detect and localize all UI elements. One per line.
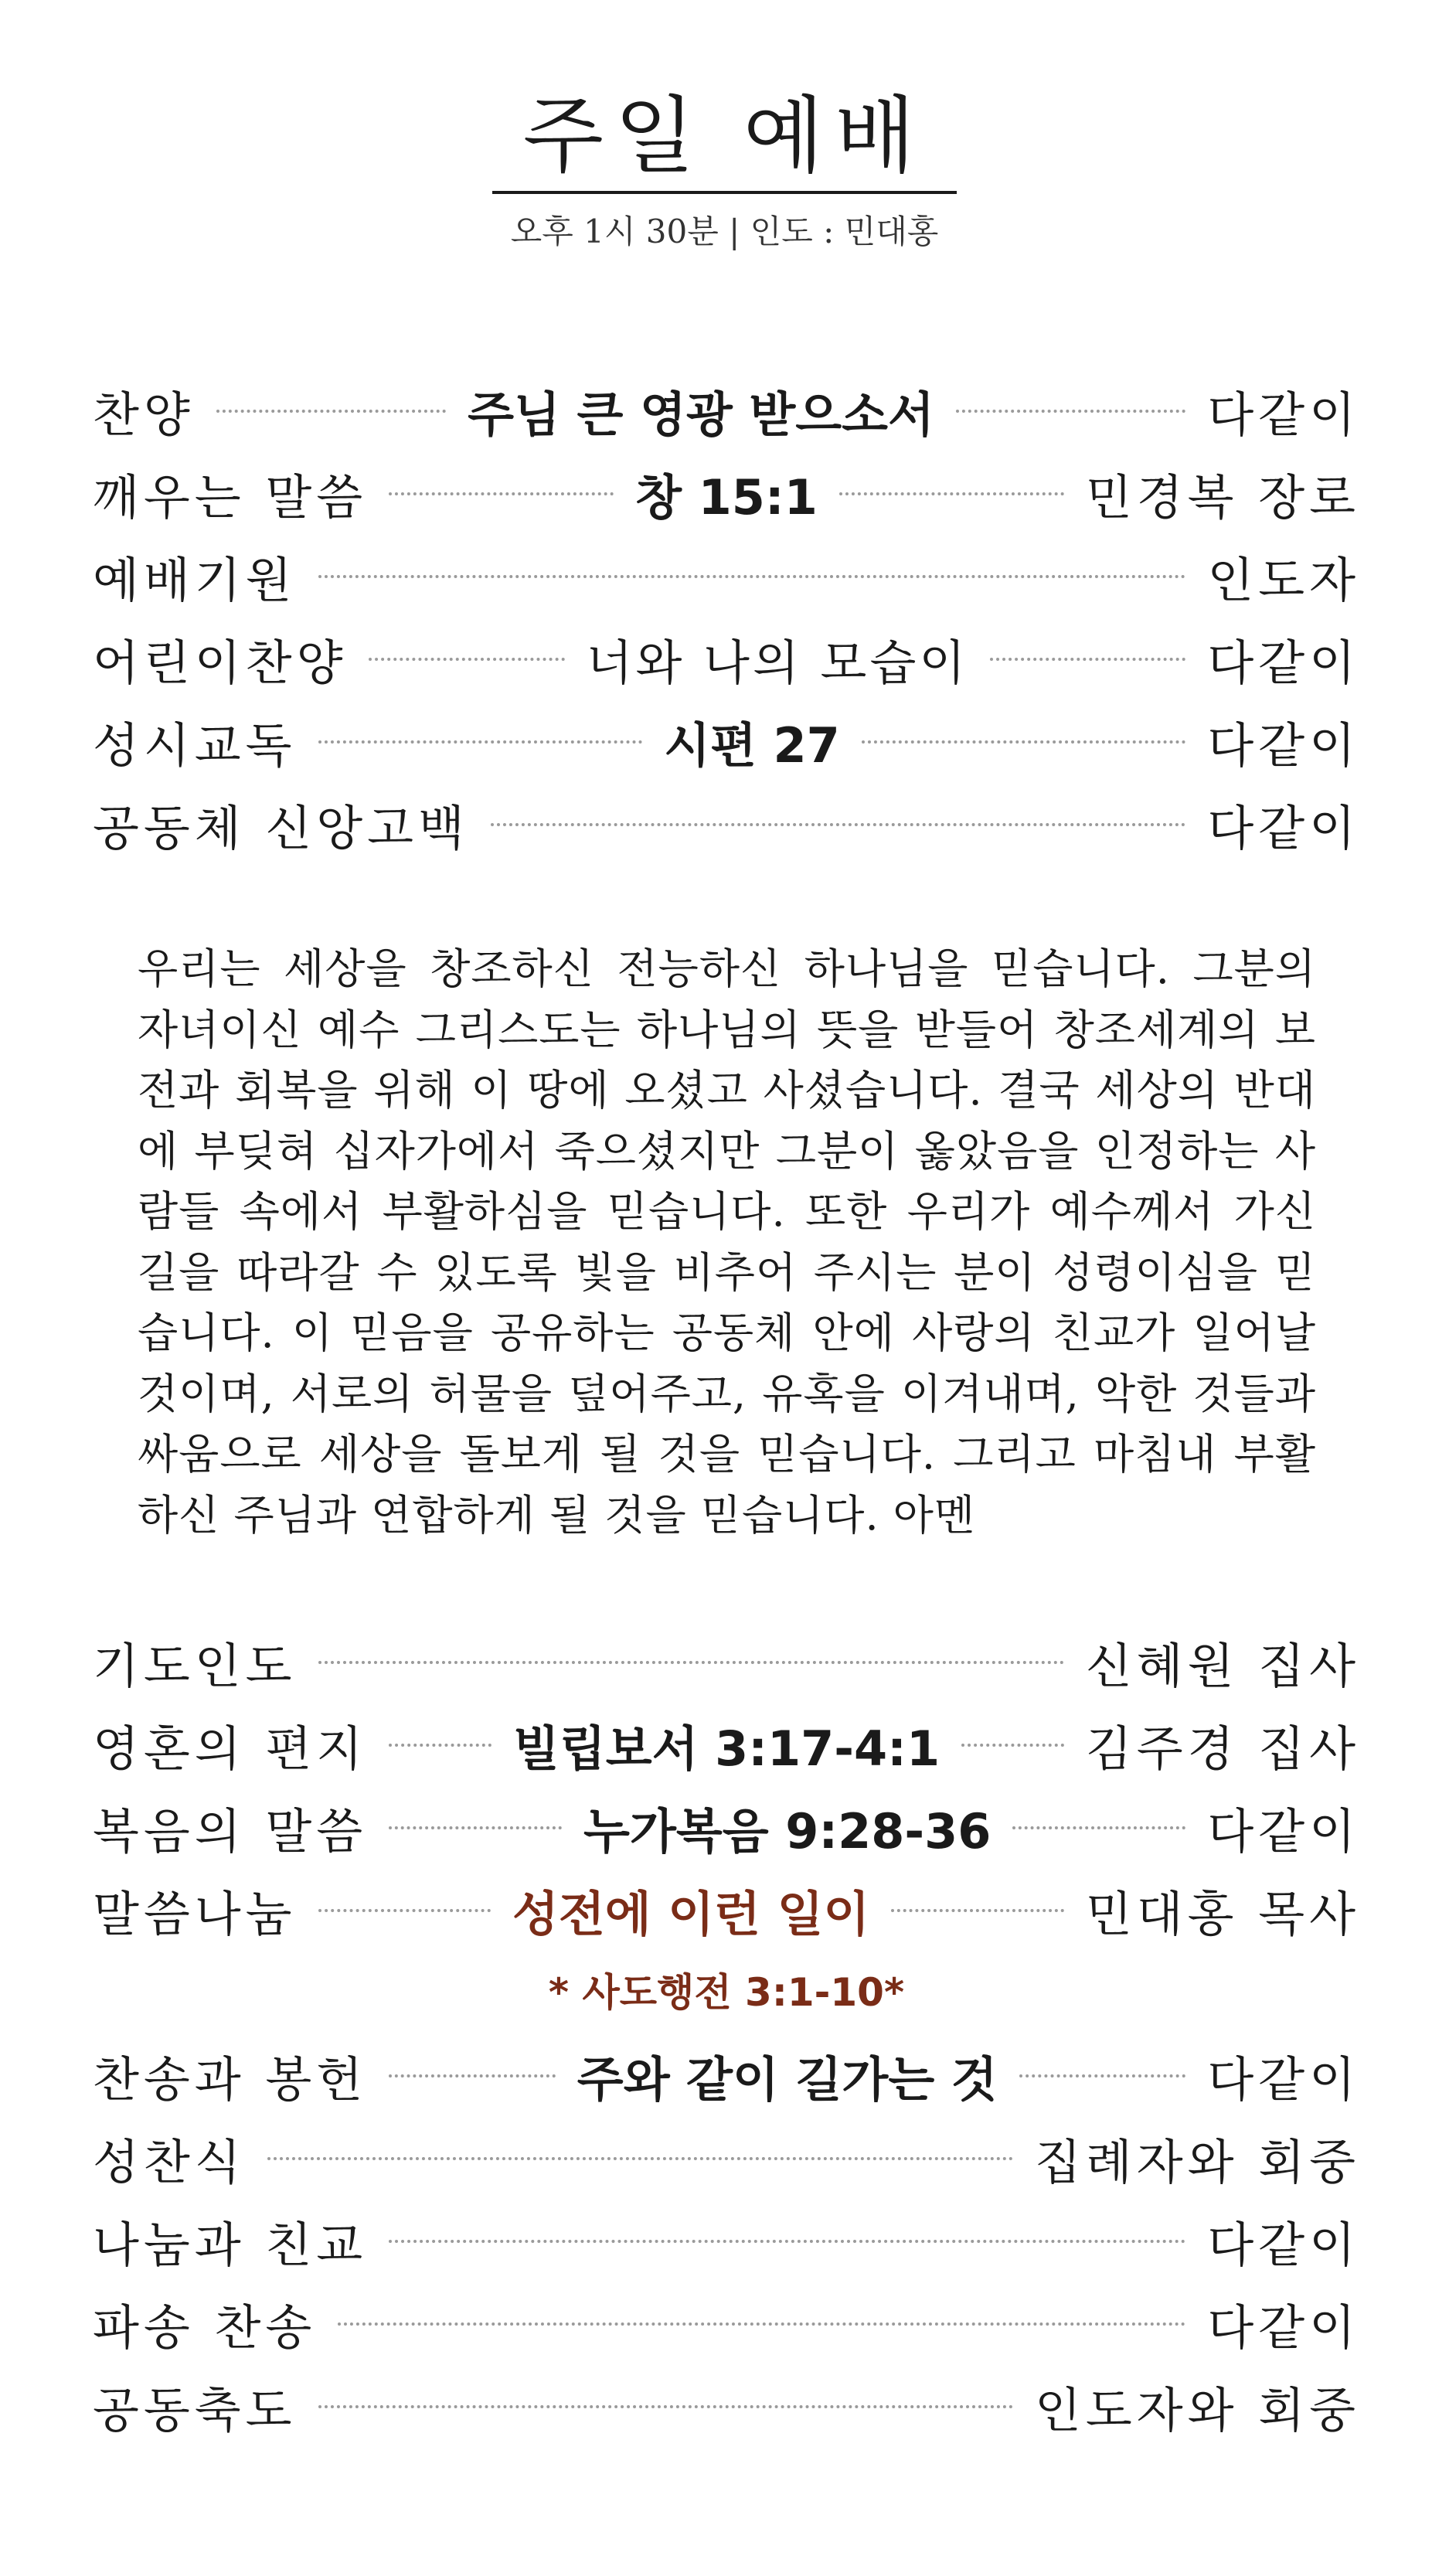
dot-leader xyxy=(389,1826,562,1829)
order-item xyxy=(93,535,1360,618)
dot-leader xyxy=(839,492,1064,495)
page-title: 주일 예배 xyxy=(492,93,957,194)
service-time-and-leader: 오후 1시 30분 | 인도 : 민대홍 xyxy=(510,213,939,251)
order-of-worship-top xyxy=(93,369,1360,866)
order-item-label: 예배기원 xyxy=(93,552,297,608)
dot-leader xyxy=(389,1744,492,1747)
dot-leader xyxy=(216,410,446,413)
order-item xyxy=(93,1869,1360,1952)
order-item xyxy=(93,2200,1360,2282)
order-item xyxy=(93,783,1360,866)
order-item xyxy=(93,1703,1360,1786)
order-item-title: 창 15:1 xyxy=(635,469,818,526)
order-item xyxy=(93,369,1360,452)
dot-leader xyxy=(1019,2074,1186,2077)
dot-leader xyxy=(961,1744,1064,1747)
order-item xyxy=(93,1621,1360,1703)
order-item-person: 다같이 xyxy=(1207,2299,1360,2356)
bulletin-header xyxy=(0,88,1449,253)
order-item-person: 민대홍 목사 xyxy=(1085,1886,1361,1942)
order-item-person: 인도자와 회중 xyxy=(1034,2382,1360,2438)
dot-leader xyxy=(1012,1826,1185,1829)
order-item-title: 주님 큰 영광 받으소서 xyxy=(468,386,934,443)
dot-leader xyxy=(389,2074,556,2077)
order-item-label: 찬양 xyxy=(93,386,195,443)
order-item xyxy=(93,618,1360,700)
order-item-label: 성찬식 xyxy=(93,2134,246,2190)
dot-leader xyxy=(862,740,1186,744)
order-item-title: 주와 같이 길가는 것 xyxy=(577,2051,998,2108)
order-item-label: 찬송과 봉헌 xyxy=(93,2051,368,2108)
order-item-label: 영혼의 편지 xyxy=(93,1720,368,1777)
confession-of-faith-text: 우리는 세상을 창조하신 전능하신 하나님을 믿습니다. 그분의 자녀이신 예수 그리스도는 하나님의 뜻을 받들어 창조세계의 보전과 회복을 위해 이 땅에 오셨고 사셨습니다. 결국 세상의 반대에 부딪혀 십자가에서 죽으셨지만 그분이 옳았음을 인정하는 사람들 속에서 부활하심을 믿습니다. 또한 우리가 예수께서 가신 길을 따라갈 수 있도록 빛을 비추어 주시는 분이 성령이심을 믿습니다. 이 믿음을 공유하는 공동체 안에 사랑의 친교가 일어날 것이며, 서로의 허물을 덮어주고, 유혹을 이겨내며, 악한 것들과 싸움으로 세상을 돌보게 될 것을 믿습니다. 그리고 마침내 부활하신 주님과 연합하게 될 것을 믿습니다. 아멘 xyxy=(138,944,1316,1540)
order-item xyxy=(93,1786,1360,1869)
order-of-worship-bottom xyxy=(93,1621,1360,2448)
order-item-label: 나눔과 친교 xyxy=(93,2217,368,2273)
sermon-scripture-reference: * 사도행전 3:1-10* xyxy=(548,1970,905,2015)
dot-leader xyxy=(318,1909,491,1912)
dot-leader xyxy=(491,823,1185,826)
dot-leader xyxy=(990,658,1185,661)
order-item-label: 성시교독 xyxy=(93,717,297,774)
dot-leader xyxy=(318,575,1186,578)
order-item-title: 누가복음 9:28-36 xyxy=(583,1803,992,1860)
order-item xyxy=(93,2365,1360,2448)
order-item xyxy=(93,700,1360,783)
order-item-person: 신혜원 집사 xyxy=(1085,1638,1360,1694)
dot-leader xyxy=(267,2157,1013,2160)
order-item xyxy=(93,2282,1360,2365)
dot-leader xyxy=(891,1909,1063,1912)
order-item-person: 집례자와 회중 xyxy=(1034,2134,1360,2190)
order-item-person: 인도자 xyxy=(1207,552,1360,608)
order-item-label: 복음의 말씀 xyxy=(93,1803,368,1860)
order-item-person: 다같이 xyxy=(1207,2051,1361,2108)
order-item-person: 다같이 xyxy=(1207,800,1360,856)
dot-leader xyxy=(389,2240,1185,2243)
order-item-person: 민경복 장로 xyxy=(1085,469,1361,526)
dot-leader xyxy=(389,492,614,495)
order-item xyxy=(93,452,1360,535)
order-item-title: 시편 27 xyxy=(664,717,840,774)
order-item xyxy=(93,2117,1360,2200)
order-item-label: 말씀나눔 xyxy=(93,1886,297,1942)
order-item-person: 다같이 xyxy=(1207,2217,1360,2273)
order-item-person: 다같이 xyxy=(1207,386,1360,443)
order-item-person: 다같이 xyxy=(1207,717,1361,774)
dot-leader xyxy=(318,1661,1064,1664)
dot-leader xyxy=(318,740,643,744)
order-item-person: 다같이 xyxy=(1207,635,1361,691)
order-item-label: 기도인도 xyxy=(93,1638,297,1694)
dot-leader xyxy=(956,410,1185,413)
order-item-person: 김주경 집사 xyxy=(1085,1720,1361,1777)
dot-leader xyxy=(318,2405,1013,2408)
order-item-label: 깨우는 말씀 xyxy=(93,469,368,526)
order-item-label: 공동체 신앙고백 xyxy=(93,800,469,856)
dot-leader xyxy=(369,658,564,661)
order-item-label: 어린이찬양 xyxy=(93,635,348,691)
order-item-person: 다같이 xyxy=(1207,1803,1360,1860)
order-item xyxy=(93,2034,1360,2117)
order-item-label: 파송 찬송 xyxy=(93,2299,317,2356)
order-item-label: 공동축도 xyxy=(93,2382,297,2438)
sermon-title: 성전에 이런 일이 xyxy=(512,1886,870,1942)
dot-leader xyxy=(338,2322,1185,2326)
order-item-title: 너와 나의 모습이 xyxy=(586,635,969,691)
order-item-title: 빌립보서 3:17-4:1 xyxy=(512,1720,940,1777)
